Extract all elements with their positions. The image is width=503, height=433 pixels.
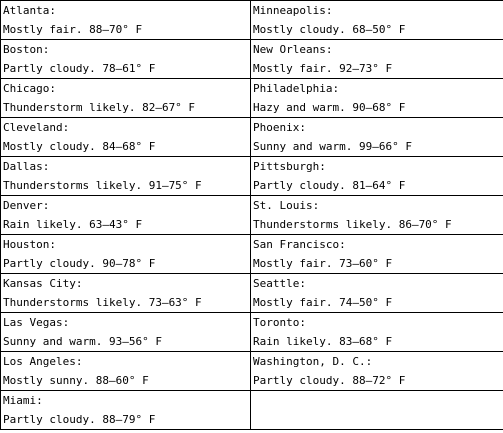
forecast-text: Thunderstorm likely. 82—67° F: [3, 101, 196, 114]
city-name: Houston:: [3, 238, 56, 251]
forecast-text: Partly cloudy. 78—61° F: [3, 62, 156, 75]
city-cell: [1, 118, 251, 157]
forecast-text: Sunny and warm. 93—56° F: [3, 335, 162, 348]
city-name: Dallas:: [3, 160, 50, 173]
table-row: [1, 196, 503, 235]
forecast-text: Mostly sunny. 88—60° F: [3, 374, 149, 387]
table-row: [1, 313, 503, 352]
table-row: [1, 118, 503, 157]
table-row: [1, 391, 503, 430]
city-name: New Orleans:: [253, 43, 333, 56]
empty-cell: [251, 391, 503, 430]
city-name: San Francisco:: [253, 238, 346, 251]
city-name: Seattle:: [253, 277, 306, 290]
city-name: Minneapolis:: [253, 4, 333, 17]
city-cell: [251, 352, 503, 391]
city-cell: [251, 196, 503, 235]
city-cell: [1, 157, 251, 196]
city-cell: [1, 79, 251, 118]
city-cell: [251, 40, 503, 79]
table-row: [1, 352, 503, 391]
city-name: Washington, D. C.:: [253, 355, 373, 368]
table-row: [1, 157, 503, 196]
city-cell: [1, 313, 251, 352]
city-cell: [251, 313, 503, 352]
city-cell: [1, 1, 251, 40]
city-name: Toronto:: [253, 316, 306, 329]
city-cell: [1, 391, 251, 430]
city-cell: [1, 352, 251, 391]
city-cell: [1, 274, 251, 313]
forecast-text: Thunderstorms likely. 91—75° F: [3, 179, 202, 192]
forecast-text: Sunny and warm. 99—66° F: [253, 140, 412, 153]
city-cell: [251, 118, 503, 157]
city-cell: [1, 196, 251, 235]
city-cell: [1, 40, 251, 79]
table-row: [1, 40, 503, 79]
city-name: Boston:: [3, 43, 50, 56]
forecast-text: Partly cloudy. 90—78° F: [3, 257, 156, 270]
city-name: Pittsburgh:: [253, 160, 326, 173]
city-cell: [1, 235, 251, 274]
forecast-text: Mostly fair. 88—70° F: [3, 23, 143, 36]
forecast-text: Mostly cloudy. 68—50° F: [253, 23, 406, 36]
city-name: Las Vegas:: [3, 316, 70, 329]
forecast-text: Partly cloudy. 81—64° F: [253, 179, 406, 192]
forecast-text: Partly cloudy. 88—72° F: [253, 374, 406, 387]
city-cell: [251, 274, 503, 313]
forecast-text: Thunderstorms likely. 73—63° F: [3, 296, 202, 309]
forecast-text: Rain likely. 63—43° F: [3, 218, 143, 231]
forecast-text: Mostly fair. 74—50° F: [253, 296, 393, 309]
city-cell: [251, 1, 503, 40]
city-name: St. Louis:: [253, 199, 320, 212]
city-name: Cleveland:: [3, 121, 70, 134]
city-cell: [251, 235, 503, 274]
city-cell: [251, 79, 503, 118]
forecast-text: Hazy and warm. 90—68° F: [253, 101, 406, 114]
table-row: [1, 79, 503, 118]
table-row: [1, 1, 503, 40]
city-name: Phoenix:: [253, 121, 306, 134]
city-name: Kansas City:: [3, 277, 83, 290]
table-row: [1, 274, 503, 313]
table-row: [1, 235, 503, 274]
forecast-text: Thunderstorms likely. 86—70° F: [253, 218, 452, 231]
forecast-text: Mostly fair. 73—60° F: [253, 257, 393, 270]
forecast-text: Partly cloudy. 88—79° F: [3, 413, 156, 426]
city-name: Philadelphia:: [253, 82, 340, 95]
city-name: Chicago:: [3, 82, 56, 95]
city-name: Los Angeles:: [3, 355, 83, 368]
city-name: Miami:: [3, 394, 43, 407]
forecast-text: Mostly fair. 92—73° F: [253, 62, 393, 75]
forecast-text: Rain likely. 83—68° F: [253, 335, 393, 348]
forecast-text: Mostly cloudy. 84—68° F: [3, 140, 156, 153]
city-cell: [251, 157, 503, 196]
city-name: Atlanta:: [3, 4, 56, 17]
city-name: Denver:: [3, 199, 50, 212]
